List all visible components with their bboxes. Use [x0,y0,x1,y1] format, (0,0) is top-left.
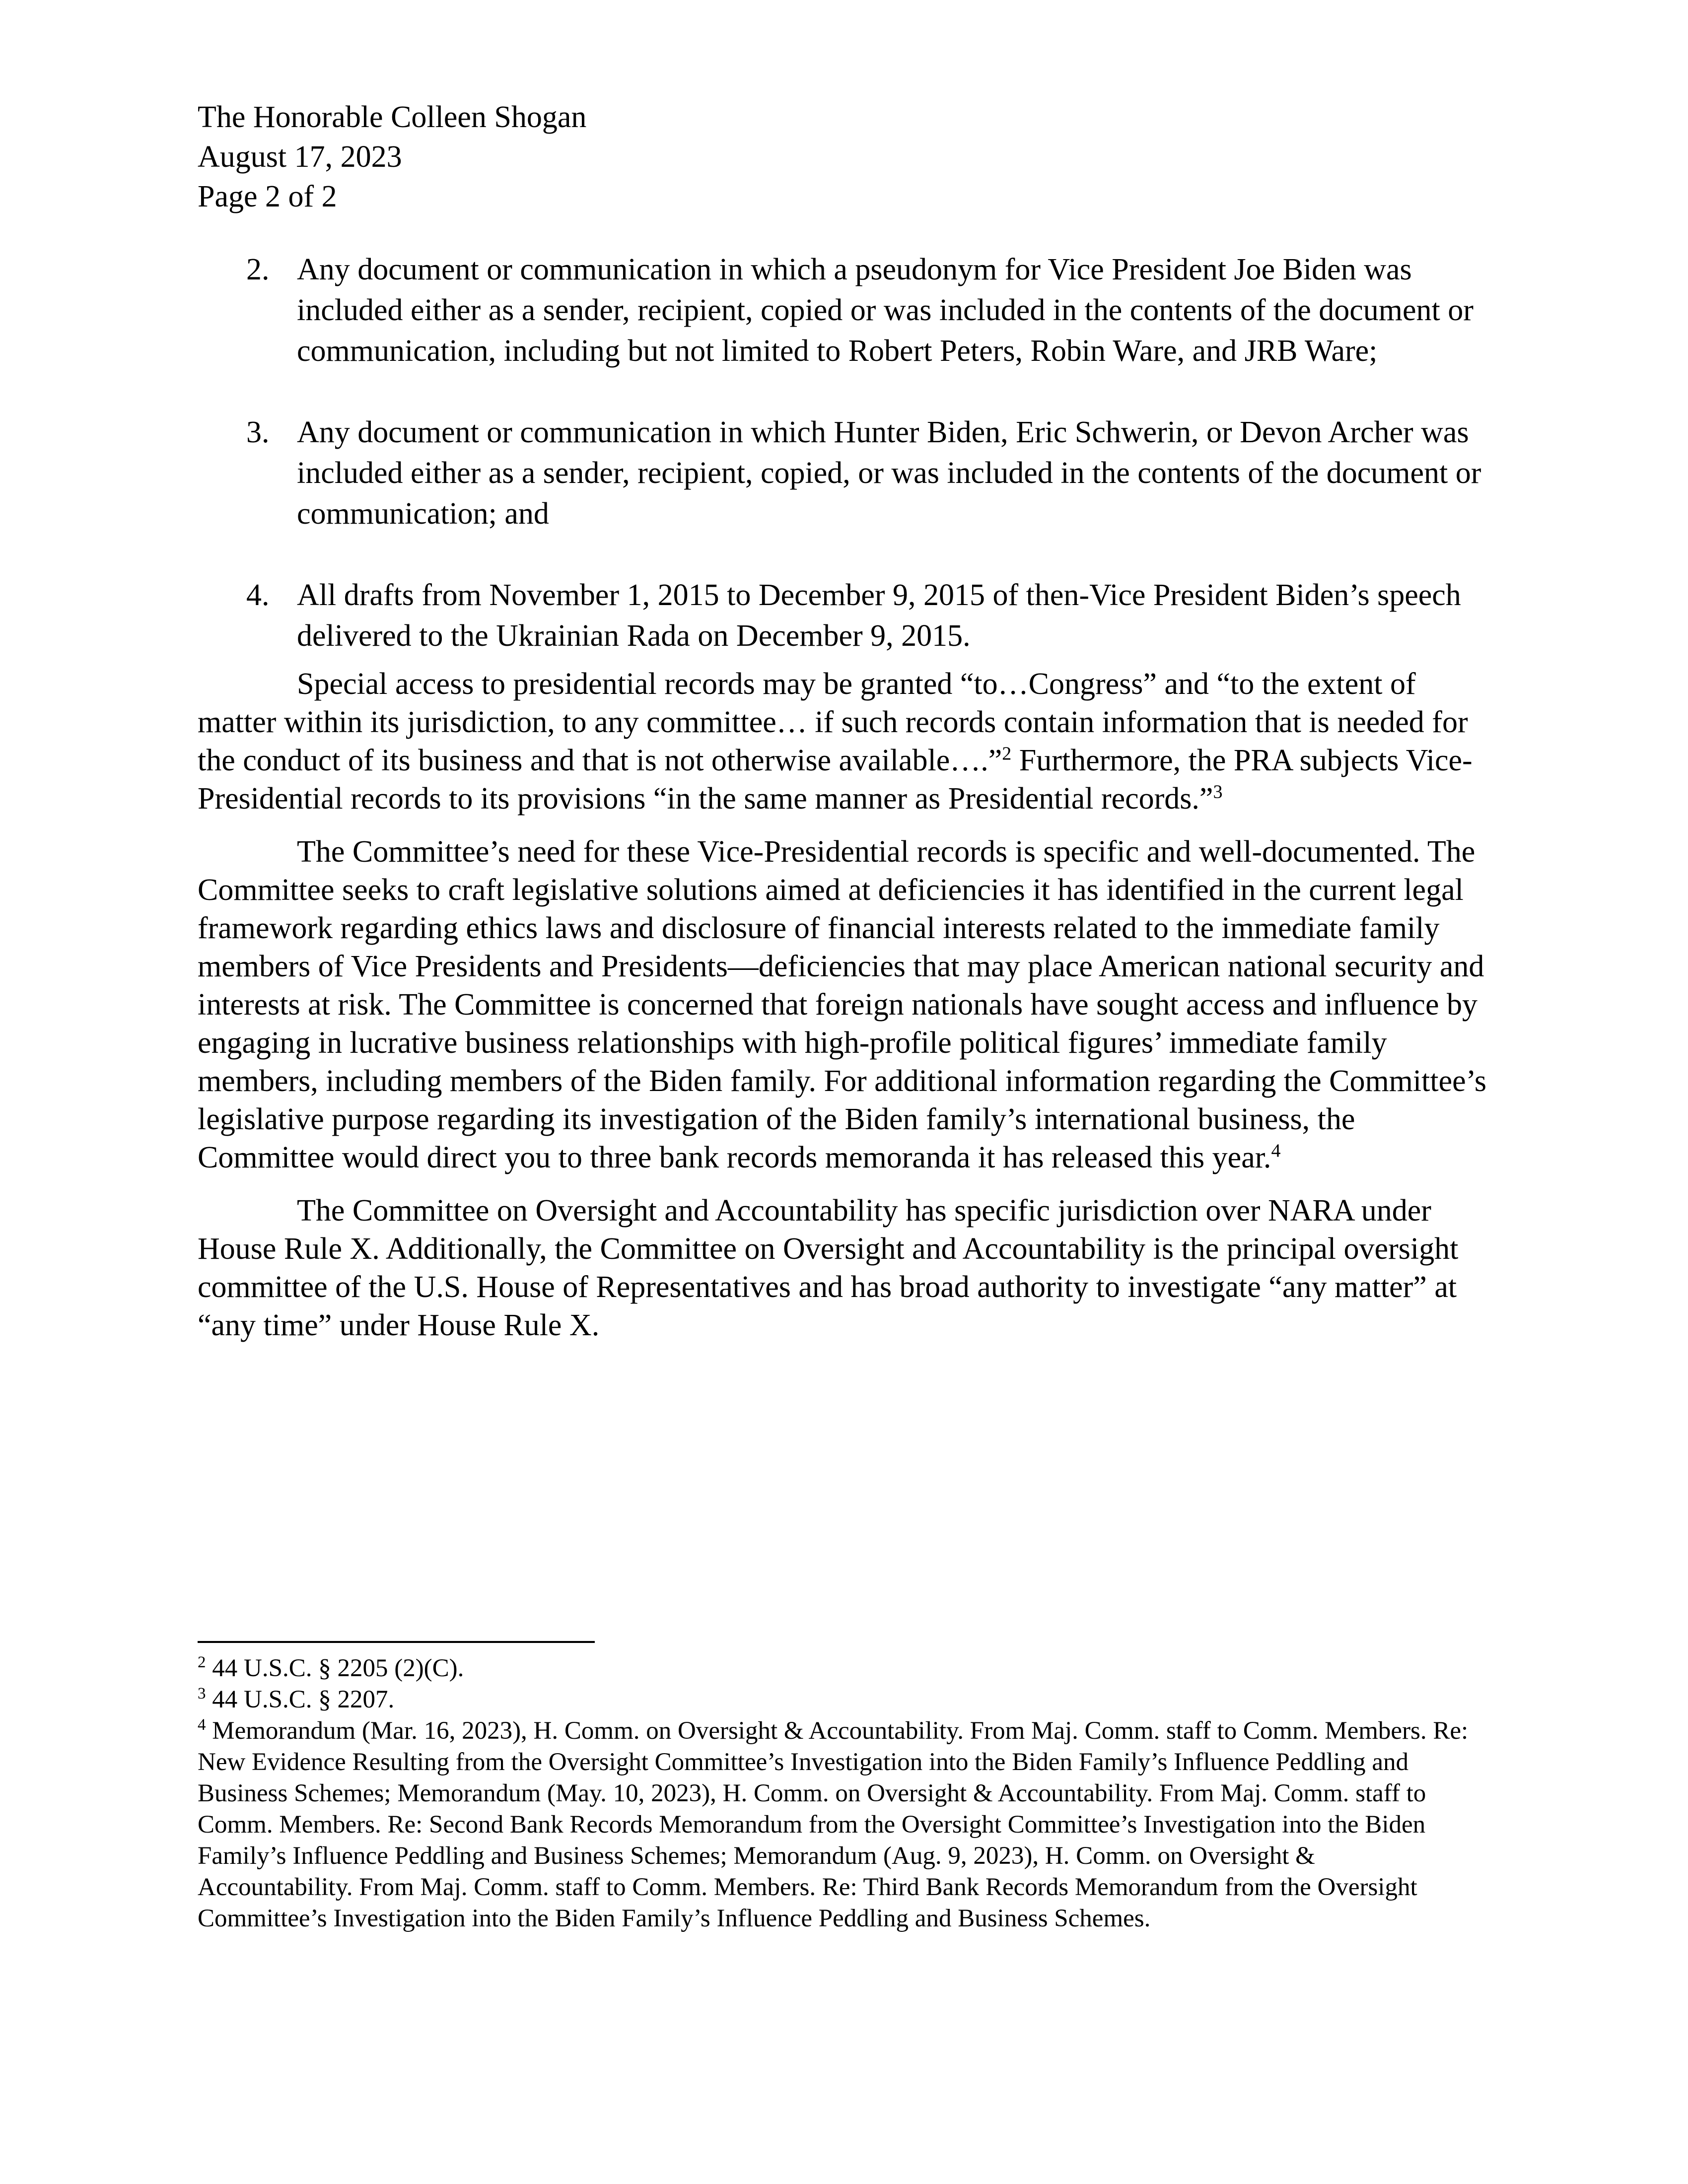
paragraph-committee-need [198,833,1493,1177]
page-number-line: Page 2 of 2 [198,180,337,213]
list-item-number: 4. [246,578,270,612]
list-item-text: Any document or communication in which a pseudonym for Vice President Joe Biden was included either as a sender, recipient, copied or was included in the contents of the document or communication, including but not limited to Robert Peters, Robin Ware, and JRB Ware; [297,253,1474,368]
footnote [198,1684,1469,1715]
footnote-ref[interactable]: 3 [1213,781,1223,803]
footnote-mark: 3 [198,1685,206,1703]
footnote [198,1653,1469,1684]
footnote-text: 44 U.S.C. § 2205 (2)(C). [206,1654,464,1682]
date-line: August 17, 2023 [198,140,402,174]
footnote-mark: 2 [198,1653,206,1671]
paragraph-jurisdiction [198,1192,1493,1345]
request-list [198,249,1493,656]
footnotes [198,1653,1469,1934]
list-item-number: 2. [246,253,270,286]
footnote-text: 44 U.S.C. § 2207. [206,1686,395,1713]
list-item [198,249,1493,371]
list-item-text: Any document or communication in which Hunter Biden, Eric Schwerin, or Devon Archer was included either as a sender, recipient, copied, or was included in the contents of the document or communication; and [297,415,1481,531]
paragraph-text: Furthermore, the PRA subjects Vice-Presidential records to its provisions “in the same manner as Presidential records.” [198,744,1473,816]
paragraph-special-access [198,665,1493,818]
list-item [198,575,1493,656]
list-item-text: All drafts from November 1, 2015 to December 9, 2015 of then-Vice President Biden’s speech delivered to the Ukrainian Rada on December 9, 2015. [297,578,1461,653]
list-item-number: 3. [246,415,270,449]
footnote [198,1715,1469,1934]
list-item [198,412,1493,534]
footnote-ref[interactable]: 4 [1271,1140,1281,1161]
letter-header [198,97,1493,216]
paragraph-text: Special access to presidential records may be granted “to…Congress” and “to the extent of matter within its jurisdiction, to any committee… if such records contain information that is needed for the conduct of its business and that is not otherwise available….” [198,667,1468,777]
footnote-ref[interactable]: 2 [1002,743,1012,764]
paragraph-text: The Committee’s need for these Vice-Presidential records is specific and well-documented. The Committee seeks to craft legislative solutions aimed at deficiencies it has identified in the current legal framework regarding ethics laws and disclosure of financial interests related to the immediate family members of Vice Presidents and Presidents—deficiencies that may place American national security and interests at risk. The Committee is concerned that foreign nationals have sought access and influence by engaging in lucrative business relationships with high-profile political figures’ immediate family members, including members of the Biden family. For additional information regarding the Committee’s legislative purpose regarding its investigation of the Biden family’s international business, the Committee would direct you to three bank records memoranda it has released this year. [198,835,1486,1174]
footnote-mark: 4 [198,1716,206,1734]
letter-page [198,97,1493,1360]
footnote-text: Memorandum (Mar. 16, 2023), H. Comm. on Oversight & Accountability. From Maj. Comm. staff to Comm. Members. Re: New Evidence Resulting from the Oversight Committee’s Investigation into the Biden Family’s Influence Peddling and Business Schemes; Memorandum (May. 10, 2023), H. Comm. on Oversight & Accountability. From Maj. Comm. staff to Comm. Members. Re: Second Bank Records Memorandum from the Oversight Committee’s Investigation into the Biden Family’s Influence Peddling and Business Schemes; Memorandum (Aug. 9, 2023), H. Comm. on Oversight & Accountability. From Maj. Comm. staff to Comm. Members. Re: Third Bank Records Memorandum from the Oversight Committee’s Investigation into the Biden Family’s Influence Peddling and Business Schemes. [198,1717,1469,1932]
footnote-divider [198,1641,595,1643]
recipient-line: The Honorable Colleen Shogan [198,100,587,134]
paragraph-text: The Committee on Oversight and Accountability has specific jurisdiction over NARA under House Rule X. Additionally, the Committee on Oversight and Accountability is the principal oversight committee of the U.S. House of Representatives and has broad authority to investigate “any matter” at “any time” under House Rule X. [198,1194,1459,1342]
